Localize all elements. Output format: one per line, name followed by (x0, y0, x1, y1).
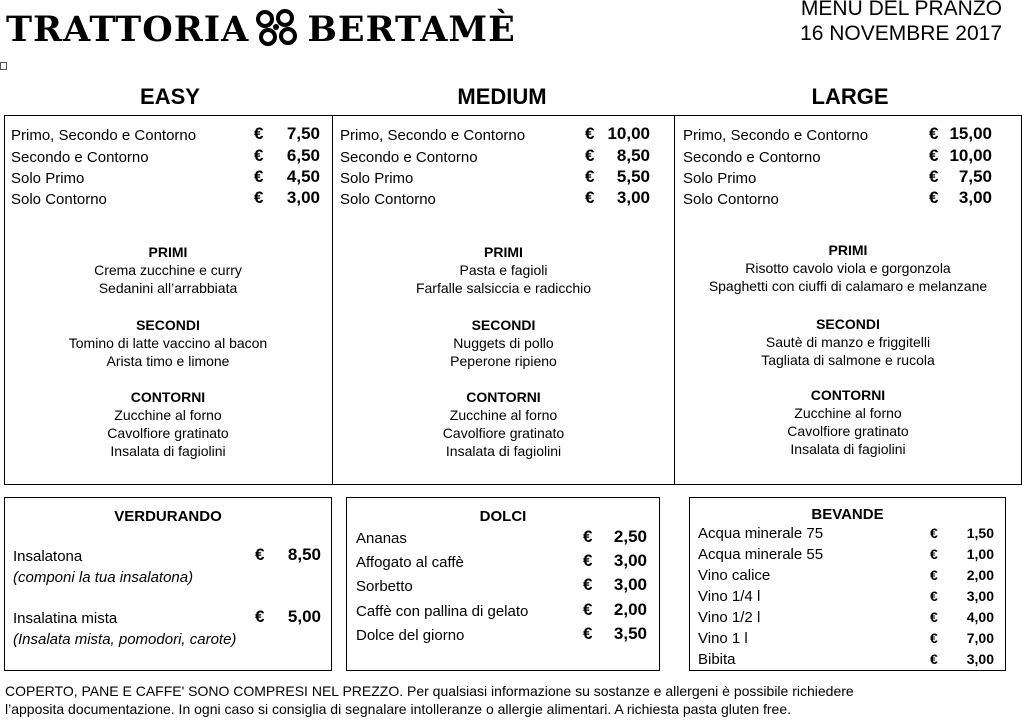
item-label: Caffè con pallina di gelato (356, 603, 529, 620)
item-label: Vino 1/2 l (698, 609, 761, 626)
price-label: Secondo e Contorno (683, 149, 821, 166)
box-title: DOLCI (479, 508, 527, 525)
item-label: Insalatina mista (13, 610, 118, 627)
euro-sign: € (585, 188, 595, 207)
price-label: Primo, Secondo e Contorno (683, 127, 869, 144)
small-marker-box (0, 62, 7, 70)
item-note: (componi la tua insalatona) (13, 569, 194, 586)
item-label: Vino 1/4 l (698, 588, 761, 605)
euro-sign: € (930, 651, 938, 667)
large-secondi-section (675, 315, 1021, 369)
medium-primi-section (333, 243, 674, 297)
euro-sign: € (254, 146, 264, 165)
dolci-box (346, 497, 660, 671)
dish-item: Crema zucchine e curry (94, 262, 242, 278)
dish-item: Zucchine al forno (794, 405, 902, 421)
euro-sign: € (254, 167, 264, 186)
dish-item: Insalata di fagiolini (790, 441, 906, 457)
euro-sign: € (930, 567, 938, 583)
section-heading: SECONDI (816, 316, 880, 332)
price-value: 10,00 (607, 124, 650, 143)
column-title-medium: MEDIUM (457, 84, 547, 109)
price-value: 2,00 (966, 567, 994, 583)
dish-item: Sedanini all’arrabbiata (98, 280, 238, 296)
euro-sign: € (583, 624, 593, 643)
price-value: 3,50 (613, 624, 647, 643)
medium-contorni-section (333, 388, 674, 460)
price-label: Solo Contorno (11, 191, 107, 208)
brand-logo (6, 8, 516, 52)
euro-sign: € (930, 588, 938, 604)
item-note: (Insalata mista, pomodori, carote) (13, 631, 237, 648)
easy-contorni-section (4, 388, 332, 460)
menu-title (800, 0, 1002, 46)
price-value: 3,00 (966, 588, 994, 604)
dish-item: Insalata di fagiolini (445, 443, 562, 459)
menu-title-line1: MENU DEL PRANZO (800, 0, 1002, 20)
dish-item: Cavolfiore gratinato (107, 425, 229, 441)
section-heading: PRIMI (148, 244, 188, 260)
section-heading: CONTORNI (130, 389, 206, 405)
price-value: 2,00 (613, 600, 647, 619)
verdurando-box (4, 497, 332, 671)
price-value: 3,00 (286, 188, 320, 207)
price-value: 3,00 (958, 188, 992, 207)
dish-item: Peperone ripieno (450, 353, 557, 369)
large-contorni-section (675, 386, 1021, 458)
medium-secondi-section (333, 316, 674, 370)
item-label: Insalatona (13, 548, 83, 565)
item-label: Sorbetto (356, 578, 413, 595)
item-label: Dolce del giorno (356, 627, 465, 644)
easy-secondi-section (4, 316, 332, 370)
dish-item: Insalata di fagiolini (110, 443, 226, 459)
box-title: BEVANDE (811, 506, 884, 523)
price-value: 3,00 (613, 575, 647, 594)
dish-item: Zucchine al forno (114, 407, 222, 423)
column-title-large: LARGE (811, 84, 889, 109)
dish-item: Tomino di latte vaccino al bacon (68, 335, 268, 351)
price-label: Solo Primo (340, 170, 414, 187)
price-value: 4,50 (286, 167, 320, 186)
item-label: Vino 1 l (698, 630, 748, 647)
footer-line: COPERTO, PANE E CAFFE' SONO COMPRESI NEL PREZZO. Per qualsiasi informazione su sostanze e allergeni è possibile richiedere (5, 683, 854, 699)
price-label: Primo, Secondo e Contorno (340, 127, 526, 144)
dish-item: Pasta e fagioli (459, 262, 548, 278)
price-value: 8,50 (616, 146, 650, 165)
price-label: Solo Contorno (683, 191, 779, 208)
section-heading: SECONDI (136, 317, 200, 333)
column-title-easy: EASY (140, 84, 200, 109)
item-label: Ananas (356, 530, 407, 547)
euro-sign: € (929, 124, 939, 143)
box-title: VERDURANDO (114, 508, 222, 525)
euro-sign: € (585, 124, 595, 143)
price-value: 7,50 (286, 124, 320, 143)
price-value: 5,50 (616, 167, 650, 186)
brand-name-right: BERTAMÈ (307, 9, 516, 50)
menu-date: 16 NOVEMBRE 2017 (800, 22, 1002, 45)
euro-sign: € (583, 575, 593, 594)
price-value: 3,00 (613, 551, 647, 570)
price-label: Solo Contorno (340, 191, 436, 208)
dish-item: Tagliata di salmone e rucola (761, 352, 935, 368)
dish-item: Cavolfiore gratinato (787, 423, 909, 439)
item-label: Acqua minerale 55 (698, 546, 824, 563)
euro-sign: € (254, 188, 264, 207)
dish-item: Arista timo e limone (106, 353, 230, 369)
dish-item: Risotto cavolo viola e gorgonzola (745, 260, 951, 276)
price-value: 6,50 (286, 146, 320, 165)
price-value: 2,50 (613, 527, 647, 546)
price-value: 7,00 (966, 630, 994, 646)
price-value: 4,00 (966, 609, 994, 625)
euro-sign: € (585, 146, 595, 165)
price-value: 15,00 (949, 124, 992, 143)
price-value: 1,50 (966, 525, 994, 541)
footer-note (5, 682, 1015, 718)
item-label: Bibita (698, 651, 736, 668)
euro-sign: € (930, 525, 938, 541)
price-value: 3,00 (616, 188, 650, 207)
large-primi-section (675, 241, 1021, 295)
section-heading: PRIMI (828, 242, 868, 258)
dish-item: Farfalle salsiccia e radicchio (415, 280, 592, 296)
easy-primi-section (4, 243, 332, 297)
bevande-box (689, 497, 1006, 671)
euro-sign: € (255, 607, 265, 626)
euro-sign: € (254, 124, 264, 143)
euro-sign: € (255, 545, 265, 564)
euro-sign: € (929, 167, 939, 186)
item-label: Vino calice (698, 567, 771, 584)
price-value: 8,50 (287, 545, 321, 564)
brand-name-left: TRATTORIA (6, 9, 250, 50)
price-label: Solo Primo (683, 170, 757, 187)
price-label: Secondo e Contorno (11, 149, 149, 166)
section-heading: SECONDI (471, 317, 536, 333)
price-label: Primo, Secondo e Contorno (11, 127, 197, 144)
dish-item: Spaghetti con ciuffi di calamaro e melanzane (708, 278, 988, 294)
price-value: 7,50 (958, 167, 992, 186)
footer-line: l’apposita documentazione. In ogni caso si consiglia di segnalare intolleranze o allergie alimentari. A richiesta pasta gluten free. (5, 701, 792, 717)
euro-sign: € (929, 146, 939, 165)
price-value: 3,00 (966, 651, 994, 667)
euro-sign: € (583, 551, 593, 570)
item-label: Acqua minerale 75 (698, 525, 824, 542)
section-heading: CONTORNI (810, 387, 886, 403)
section-heading: CONTORNI (466, 389, 541, 405)
dish-item: Zucchine al forno (449, 407, 558, 423)
dish-item: Cavolfiore gratinato (442, 425, 565, 441)
price-value: 5,00 (287, 607, 321, 626)
euro-sign: € (585, 167, 595, 186)
euro-sign: € (930, 609, 938, 625)
euro-sign: € (583, 527, 593, 546)
dish-item: Nuggets di pollo (453, 335, 554, 351)
pasta-rings-icon (255, 9, 301, 47)
dish-item: Sautè di manzo e friggitelli (765, 334, 931, 350)
price-value: 1,00 (966, 546, 994, 562)
item-label: Affogato al caffè (356, 554, 464, 571)
euro-sign: € (930, 630, 938, 646)
section-heading: PRIMI (484, 244, 523, 260)
price-label: Secondo e Contorno (340, 149, 478, 166)
euro-sign: € (930, 546, 938, 562)
euro-sign: € (929, 188, 939, 207)
price-value: 10,00 (949, 146, 992, 165)
euro-sign: € (583, 600, 593, 619)
price-label: Solo Primo (11, 170, 85, 187)
